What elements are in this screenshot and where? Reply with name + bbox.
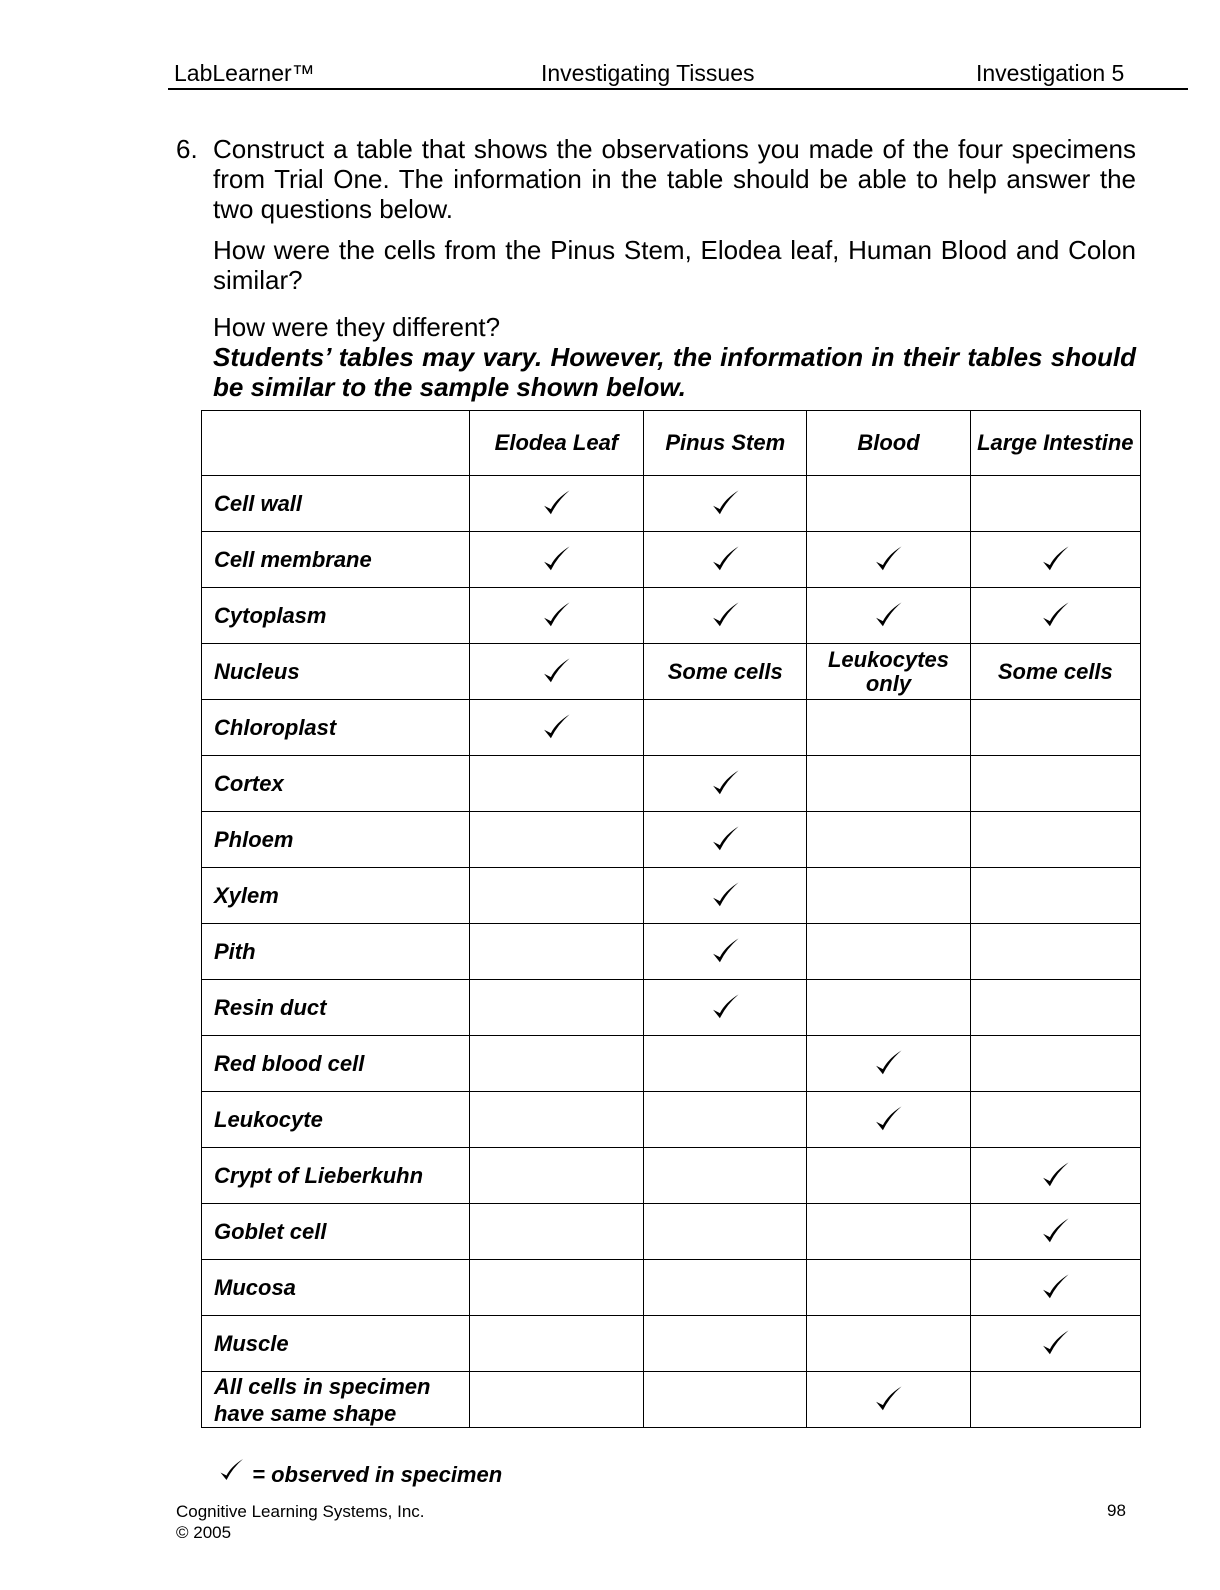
checkmark-icon [1038,1271,1072,1305]
question-block [176,134,1136,402]
table-cell [644,588,807,644]
checkmark-icon [1038,1159,1072,1193]
table-cell [469,868,643,924]
table-cell [807,700,970,756]
table-cell [807,1260,970,1316]
column-header: Blood [807,411,970,476]
table-cell [469,700,643,756]
checkmark-icon [708,991,742,1025]
table-cell [970,868,1140,924]
row-label: Phloem [202,812,470,868]
table-cell [644,700,807,756]
header-investigation: Investigation 5 [976,60,1125,86]
checkmark-icon [1038,599,1072,633]
table-cell: Leukocytes only [807,644,970,700]
table-cell [970,980,1140,1036]
table-cell [469,756,643,812]
row-label: Muscle [202,1316,470,1372]
observations-table [201,410,1141,1428]
sub-question-similar: How were the cells from the Pinus Stem, Elodea leaf, Human Blood and Colon similar? [213,235,1136,295]
table-cell [807,980,970,1036]
row-label: Cytoplasm [202,588,470,644]
legend [216,1456,502,1488]
table-cell [970,1372,1140,1428]
table-cell [644,1372,807,1428]
table-cell [807,1204,970,1260]
row-label: Cell membrane [202,532,470,588]
table-cell [469,644,643,700]
table-row [202,644,1141,700]
footer-company-name: Cognitive Learning Systems, Inc. [176,1502,425,1521]
table-row [202,1260,1141,1316]
table-row [202,532,1141,588]
table-cell [970,812,1140,868]
table-cell [807,756,970,812]
checkmark-icon [1038,1327,1072,1361]
table-cell [644,868,807,924]
table-cell [469,1092,643,1148]
row-label: Resin duct [202,980,470,1036]
table-cell [970,924,1140,980]
table-cell [807,1148,970,1204]
question-text: Construct a table that shows the observations you made of the four specimens from Trial One. The information in the table should be able to help answer the two questions below. [213,134,1136,224]
table-cell [644,1316,807,1372]
table-cell [807,1036,970,1092]
table-cell [644,1204,807,1260]
table-row [202,1092,1141,1148]
table-cell: Some cells [970,644,1140,700]
table-cell [644,1092,807,1148]
row-label: Pith [202,924,470,980]
row-label: All cells in specimen have same shape [202,1372,470,1428]
checkmark-icon [1038,1215,1072,1249]
table-cell [807,868,970,924]
table-cell [970,756,1140,812]
checkmark-icon [871,1383,905,1417]
checkmark-icon [871,599,905,633]
column-header: Large Intestine [970,411,1140,476]
checkmark-icon [1038,543,1072,577]
row-label: Cortex [202,756,470,812]
table-cell [970,1260,1140,1316]
checkmark-icon [708,599,742,633]
checkmark-icon [708,879,742,913]
table-row [202,1372,1141,1428]
table-cell [807,1092,970,1148]
table-row [202,700,1141,756]
table-cell [807,812,970,868]
table-cell [807,924,970,980]
checkmark-icon [216,1456,246,1486]
table-cell [807,588,970,644]
table-cell [970,1316,1140,1372]
table-cell [469,1316,643,1372]
table-cell [644,924,807,980]
table-header-row [202,411,1141,476]
table-row [202,1148,1141,1204]
table-cell [644,476,807,532]
table-row [202,476,1141,532]
table-cell [970,1204,1140,1260]
footer-copyright: © 2005 [176,1523,232,1542]
row-label: Red blood cell [202,1036,470,1092]
table-row [202,1204,1141,1260]
checkmark-icon [539,487,573,521]
column-header: Elodea Leaf [469,411,643,476]
answer-note: Students’ tables may vary. However, the information in their tables should be similar to the sample shown below. [213,342,1136,402]
row-label: Leukocyte [202,1092,470,1148]
table-row [202,1036,1141,1092]
table-row [202,868,1141,924]
row-label: Goblet cell [202,1204,470,1260]
table-cell [970,1092,1140,1148]
table-cell [970,476,1140,532]
table-row [202,756,1141,812]
footer-page-number: 98 [1107,1501,1126,1520]
row-label: Chloroplast [202,700,470,756]
table-cell [469,812,643,868]
header-title: Investigating Tissues [541,60,755,86]
table-row [202,924,1141,980]
checkmark-icon [539,599,573,633]
table-corner-cell [202,411,470,476]
table-row [202,980,1141,1036]
checkmark-icon [708,935,742,969]
table-cell [644,756,807,812]
table-cell [807,1316,970,1372]
checkmark-icon [871,1047,905,1081]
table-cell [644,1148,807,1204]
checkmark-icon [539,543,573,577]
table-body [202,476,1141,1428]
checkmark-icon [871,1103,905,1137]
table-cell [644,532,807,588]
table-cell [469,1204,643,1260]
checkmark-icon [708,767,742,801]
table-cell [469,1148,643,1204]
table-cell [469,1372,643,1428]
row-label: Nucleus [202,644,470,700]
table-cell [807,1372,970,1428]
checkmark-icon [708,823,742,857]
table-cell [469,1260,643,1316]
row-label: Mucosa [202,1260,470,1316]
header-brand: LabLearner™ [174,60,315,86]
table-cell [469,532,643,588]
table-cell [807,532,970,588]
legend-text: = observed in specimen [252,1462,503,1487]
question-number: 6. [176,134,198,164]
table-row [202,588,1141,644]
table-cell [469,1036,643,1092]
table-cell: Some cells [644,644,807,700]
checkmark-icon [708,543,742,577]
table-cell [644,812,807,868]
table-cell [469,588,643,644]
checkmark-icon [539,655,573,689]
table-cell [469,924,643,980]
table-cell [644,980,807,1036]
sub-question-different: How were they different? [213,312,501,342]
checkmark-icon [708,487,742,521]
table-cell [970,588,1140,644]
table-row [202,812,1141,868]
table-row [202,1316,1141,1372]
checkmark-icon [539,711,573,745]
row-label: Cell wall [202,476,470,532]
checkmark-icon [871,543,905,577]
column-header: Pinus Stem [644,411,807,476]
table-cell [644,1036,807,1092]
table-cell [970,1036,1140,1092]
table-cell [644,1260,807,1316]
table-cell [807,476,970,532]
table-cell [469,476,643,532]
page-header [168,56,1188,90]
table-cell [970,532,1140,588]
row-label: Xylem [202,868,470,924]
table-cell [970,700,1140,756]
table-cell [469,980,643,1036]
table-cell [970,1148,1140,1204]
footer-company [176,1501,425,1543]
row-label: Crypt of Lieberkuhn [202,1148,470,1204]
